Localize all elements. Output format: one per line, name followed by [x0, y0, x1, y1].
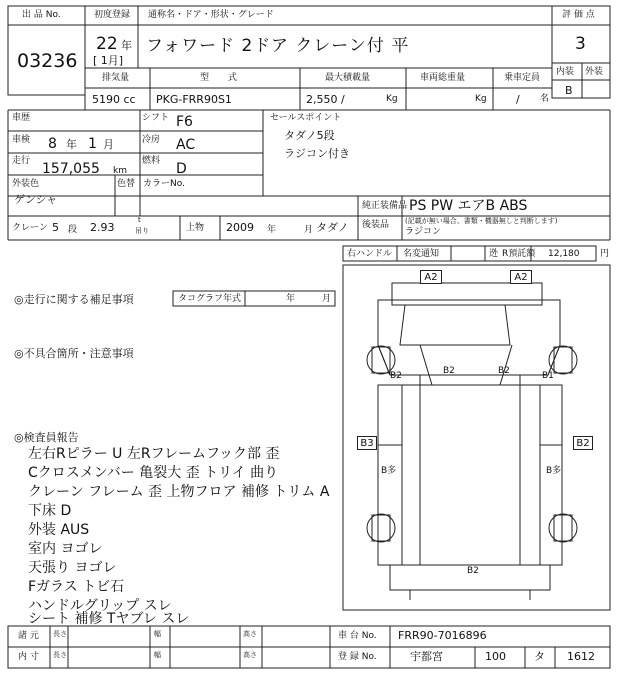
color-change-label: 色替 [117, 179, 136, 189]
inspector-line: シート 補修 Tヤブレ スレ [28, 611, 190, 627]
max-load-label: 最大積載量 [325, 73, 371, 83]
mileage-value: 157,055 [42, 161, 100, 177]
shift-value: F6 [176, 114, 193, 130]
shift-label: シフト [142, 113, 170, 123]
color-label: 外装色 [12, 179, 40, 189]
truck-diagram [367, 283, 577, 600]
equipment-label: 純正装備品 [362, 201, 408, 211]
mileage-change-label: 名変通知 [403, 249, 440, 259]
tachograph-year-unit: 年 [286, 294, 296, 304]
damage-marker-b2-bottom: B2 [467, 566, 479, 576]
model-name: フォワード 2ドア クレーン付 平 [146, 36, 410, 56]
tachograph-month-unit: 月 [322, 294, 332, 304]
inner-width-label: 幅 [154, 651, 161, 659]
crane-label: クレーン [12, 223, 48, 233]
first-registration-month: [ 1月] [93, 54, 124, 67]
crane-capacity: 2.93 [90, 221, 115, 234]
inner-height-label: 高さ [243, 651, 257, 659]
inspection-year: 8 [48, 136, 57, 152]
upper-body-year-unit: 年 [267, 225, 277, 235]
inspector-line: 左右Rピラー U 左Rフレームフック部 歪 [28, 446, 280, 462]
inspector-line: Cクロスメンバー 亀裂大 歪 トリイ 曲り [28, 465, 279, 481]
registration-area: 宇都宮 [410, 650, 443, 663]
length-label: 長さ [53, 630, 67, 638]
chassis-no: FRR90-7016896 [398, 629, 487, 642]
score-label: 評 価 点 [562, 10, 595, 20]
specs-row-label: 諸 元 [18, 631, 39, 641]
upper-body-month-unit: 月 [304, 225, 314, 235]
max-load: 2,550 / [306, 93, 345, 106]
recycle-deposit-value: 12,180 [548, 249, 580, 259]
damage-marker-b-many-right: B多 [546, 466, 562, 476]
inspector-report-label: ◎検査員報告 [14, 431, 79, 444]
max-load-unit: Kg [386, 94, 398, 104]
damage-marker-b2-left: B2 [390, 371, 402, 381]
displacement: 5190 cc [92, 93, 136, 106]
inspection-month: 1 [88, 136, 97, 152]
interior-grade: B [565, 84, 573, 97]
crane-capacity-unit: t [138, 216, 141, 224]
ac-value: AC [176, 137, 196, 153]
inner-length-label: 長さ [53, 651, 67, 659]
color-value: ゲンシャ [14, 193, 58, 206]
upper-body-label: 上物 [186, 223, 205, 233]
recycle-deposit-label: R預託額 [502, 249, 536, 259]
capacity-value: / [516, 93, 520, 106]
inspector-line: 外装 AUS [28, 522, 90, 538]
gross-weight-label: 車両総重量 [420, 73, 466, 83]
damage-marker-b2-right: B2 [498, 366, 510, 376]
crane-stage-unit: 段 [68, 225, 78, 235]
defect-notes-label: ◎不具合箇所・注意事項 [14, 347, 134, 360]
inspection-label: 車検 [12, 135, 31, 145]
displacement-label: 排気量 [102, 73, 130, 83]
inspector-line: 室内 ヨゴレ [28, 541, 103, 557]
crane-capacity-unit-suffix: 吊り [135, 227, 149, 235]
auction-score: 3 [575, 34, 586, 54]
inspector-line: クレーン フレーム 歪 上物フロア 補修 トリム A [28, 484, 330, 500]
ac-label: 冷房 [142, 135, 161, 145]
registration-class: 100 [485, 650, 506, 663]
sales-points-label: セールスポイント [270, 113, 342, 123]
crane-stages: 5 [52, 221, 59, 234]
color-no-label: カラーNo. [143, 179, 185, 189]
inspector-line: Fガラス トビ石 [28, 579, 125, 595]
chassis-no-label: 車 台 No. [338, 631, 377, 641]
aftermarket-note: (記載が無い場合、書類・機器無しと判断します) [405, 217, 558, 225]
aftermarket-value: ラジコン [405, 227, 442, 237]
right-hand-drive: 右ハンドル [347, 249, 393, 259]
equipment-value: PS PW エアB ABS [409, 198, 528, 214]
inspector-line: 下床 D [28, 503, 72, 519]
inspection-year-unit: 年 [66, 138, 77, 151]
model-code: PKG-FRR90S1 [156, 93, 232, 106]
upper-body-maker: タダノ [316, 221, 349, 234]
sales-point-2: ラジコン付き [284, 147, 350, 160]
registration-number: 1612 [567, 650, 595, 663]
year-unit: 年 [121, 39, 132, 52]
inspector-line: ハンドルグリップ スレ [28, 598, 172, 614]
aftermarket-label: 後装品 [362, 220, 390, 230]
capacity-label: 乗車定員 [504, 73, 541, 83]
inner-dim-row-label: 内 寸 [18, 652, 39, 662]
sales-point-1: タダノ5段 [284, 129, 335, 142]
lot-no-label: 出 品 No. [22, 10, 61, 20]
damage-marker-b3-left: B3 [357, 436, 377, 450]
tachograph-label: タコグラフ年式 [178, 294, 242, 304]
driving-notes-label: ◎走行に関する補足事項 [14, 293, 134, 306]
inspector-line: 天張り ヨゴレ [28, 560, 117, 576]
gross-weight-unit: Kg [475, 94, 487, 104]
width-label: 幅 [154, 630, 161, 638]
recycle-deposit-unit: 円 [600, 249, 610, 259]
model-code-label: 型 式 [200, 73, 245, 83]
damage-marker-a2-left: A2 [420, 270, 442, 284]
damage-marker-b-many-left: B多 [381, 466, 397, 476]
model-name-label: 通称名・ドア・形状・グレード [148, 10, 274, 20]
damage-marker-a2-right: A2 [510, 270, 532, 284]
registration-label: 登 録 No. [338, 652, 377, 662]
interior-grade-label: 内装 [556, 67, 575, 77]
mileage-unit: km [113, 166, 127, 176]
fold-label: 迯 [489, 249, 499, 259]
damage-marker-b1-right: B1 [542, 371, 554, 381]
fuel-value: D [176, 161, 187, 177]
first-registration-year: 22 [96, 34, 118, 54]
exterior-grade-label: 外装 [585, 67, 604, 77]
lot-number: 03236 [17, 50, 78, 72]
fuel-label: 燃料 [142, 156, 161, 166]
upper-body-year: 2009 [226, 221, 254, 234]
capacity-unit: 名 [540, 94, 550, 104]
registration-kana: タ [534, 650, 545, 663]
history-label: 車歴 [12, 113, 31, 123]
inspection-month-unit: 月 [103, 138, 114, 151]
height-label: 高さ [243, 630, 257, 638]
damage-marker-b2-center: B2 [443, 366, 455, 376]
first-registration-label: 初度登録 [94, 10, 131, 20]
damage-marker-b2-side: B2 [573, 436, 593, 450]
mileage-label: 走行 [12, 156, 31, 166]
